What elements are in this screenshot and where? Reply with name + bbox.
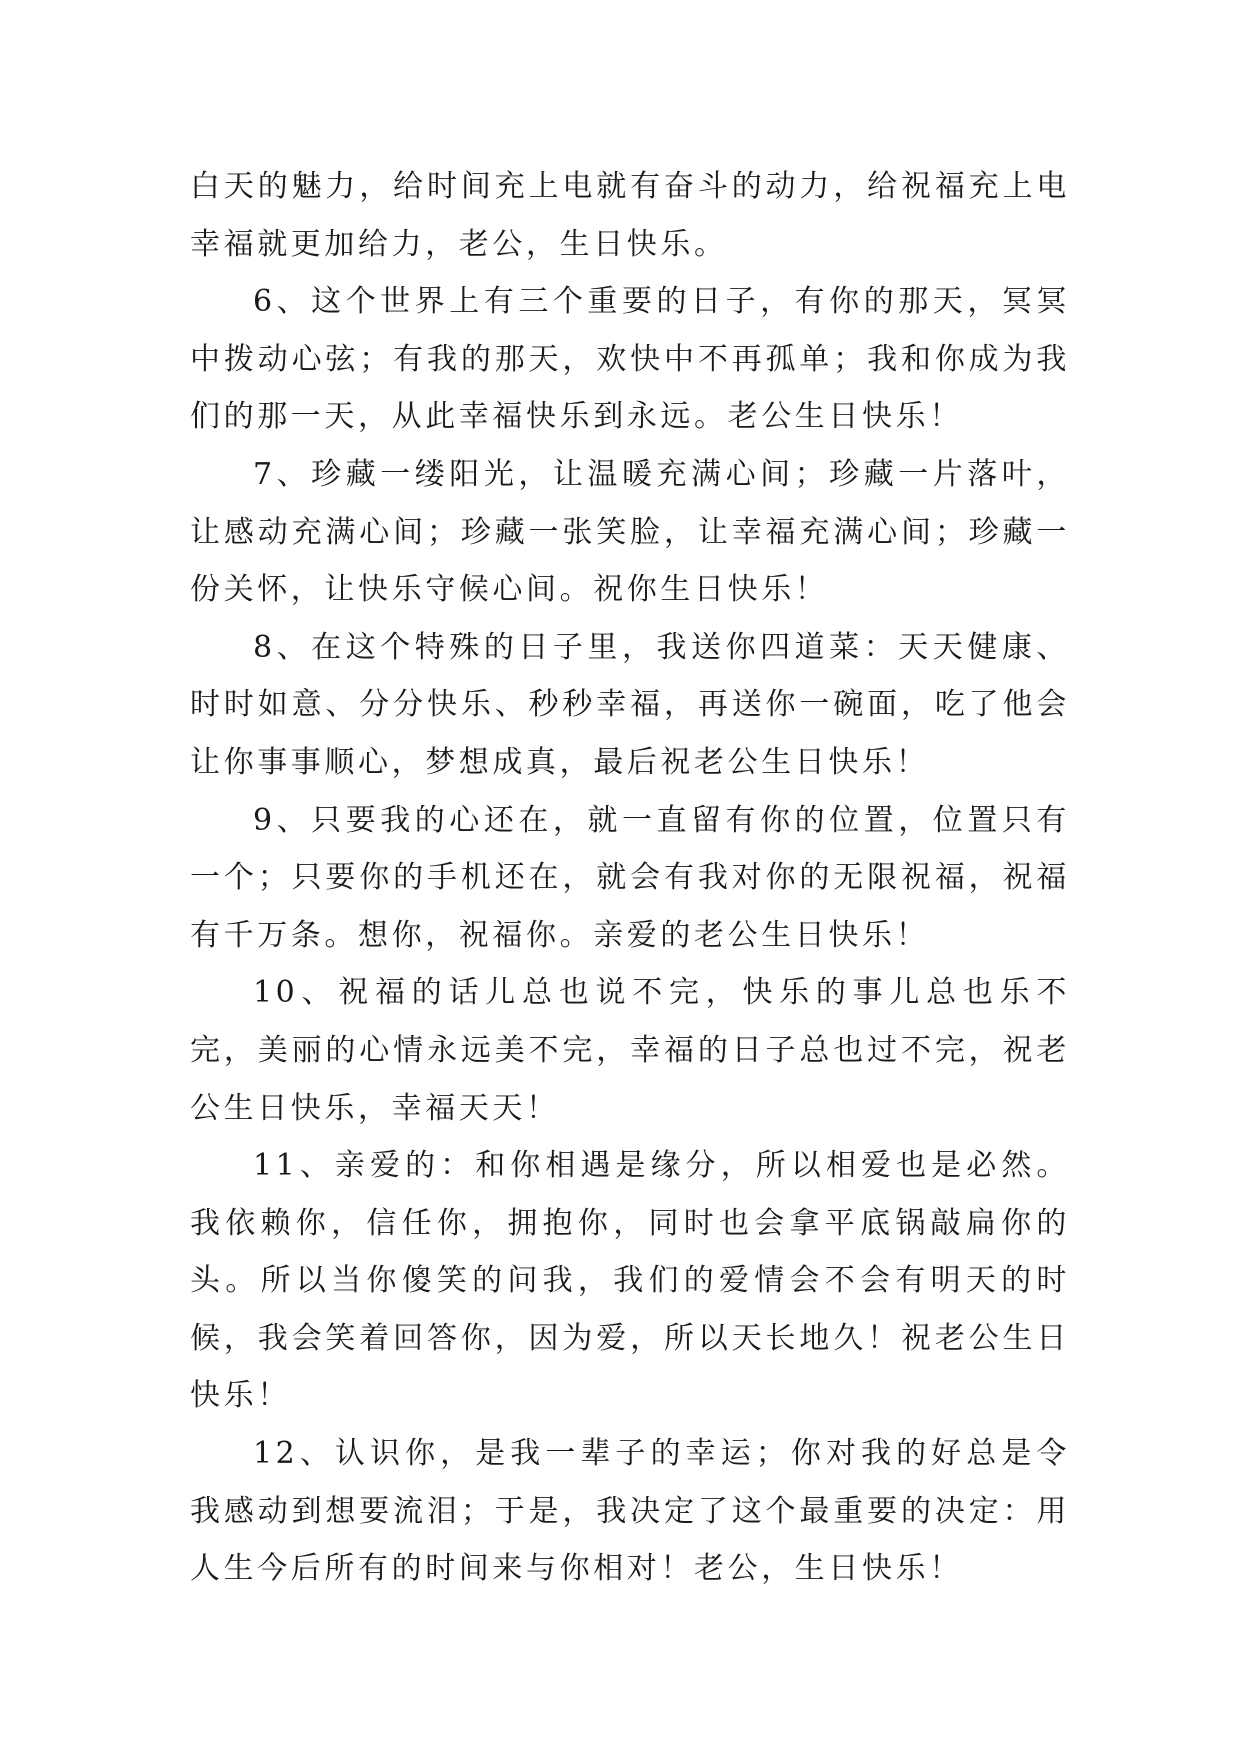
paragraph-item-12: 12、认识你，是我一辈子的幸运；你对我的好总是令我感动到想要流泪；于是，我决定了这个最重要的决定：用人生今后所有的时间来与你相对！老公，生日快乐！ xyxy=(190,1436,1070,1587)
paragraph-item-8: 8、在这个特殊的日子里，我送你四道菜：天天健康、时时如意、分分快乐、秒秒幸福，再送你一碗面，吃了他会让你事事顺心，梦想成真，最后祝老公生日快乐！ xyxy=(190,629,1070,780)
paragraph-item-9: 9、只要我的心还在，就一直留有你的位置，位置只有一个；只要你的手机还在，就会有我对你的无限祝福，祝福有千万条。想你，祝福你。亲爱的老公生日快乐！ xyxy=(190,802,1070,953)
document-body xyxy=(190,158,1070,1598)
paragraph-continuation: 白天的魅力，给时间充上电就有奋斗的动力，给祝福充上电幸福就更加给力，老公，生日快乐。 xyxy=(190,169,1070,262)
paragraph-item-10: 10、祝福的话儿总也说不完，快乐的事儿总也乐不完，美丽的心情永远美不完，幸福的日子总也过不完，祝老公生日快乐，幸福天天！ xyxy=(190,975,1070,1126)
paragraph-item-6: 6、这个世界上有三个重要的日子，有你的那天，冥冥中拨动心弦；有我的那天，欢快中不再孤单；我和你成为我们的那一天，从此幸福快乐到永远。老公生日快乐！ xyxy=(190,284,1070,435)
paragraph-item-7: 7、珍藏一缕阳光，让温暖充满心间；珍藏一片落叶，让感动充满心间；珍藏一张笑脸，让幸福充满心间；珍藏一份关怀，让快乐守候心间。祝你生日快乐！ xyxy=(190,456,1070,608)
paragraph-item-11: 11、亲爱的：和你相遇是缘分，所以相爱也是必然。我依赖你，信任你，拥抱你，同时也会拿平底锅敲扁你的头。所以当你傻笑的问我，我们的爱情会不会有明天的时候，我会笑着回答你，因为爱，所以天长地久！祝老公生日快乐！ xyxy=(190,1148,1070,1414)
